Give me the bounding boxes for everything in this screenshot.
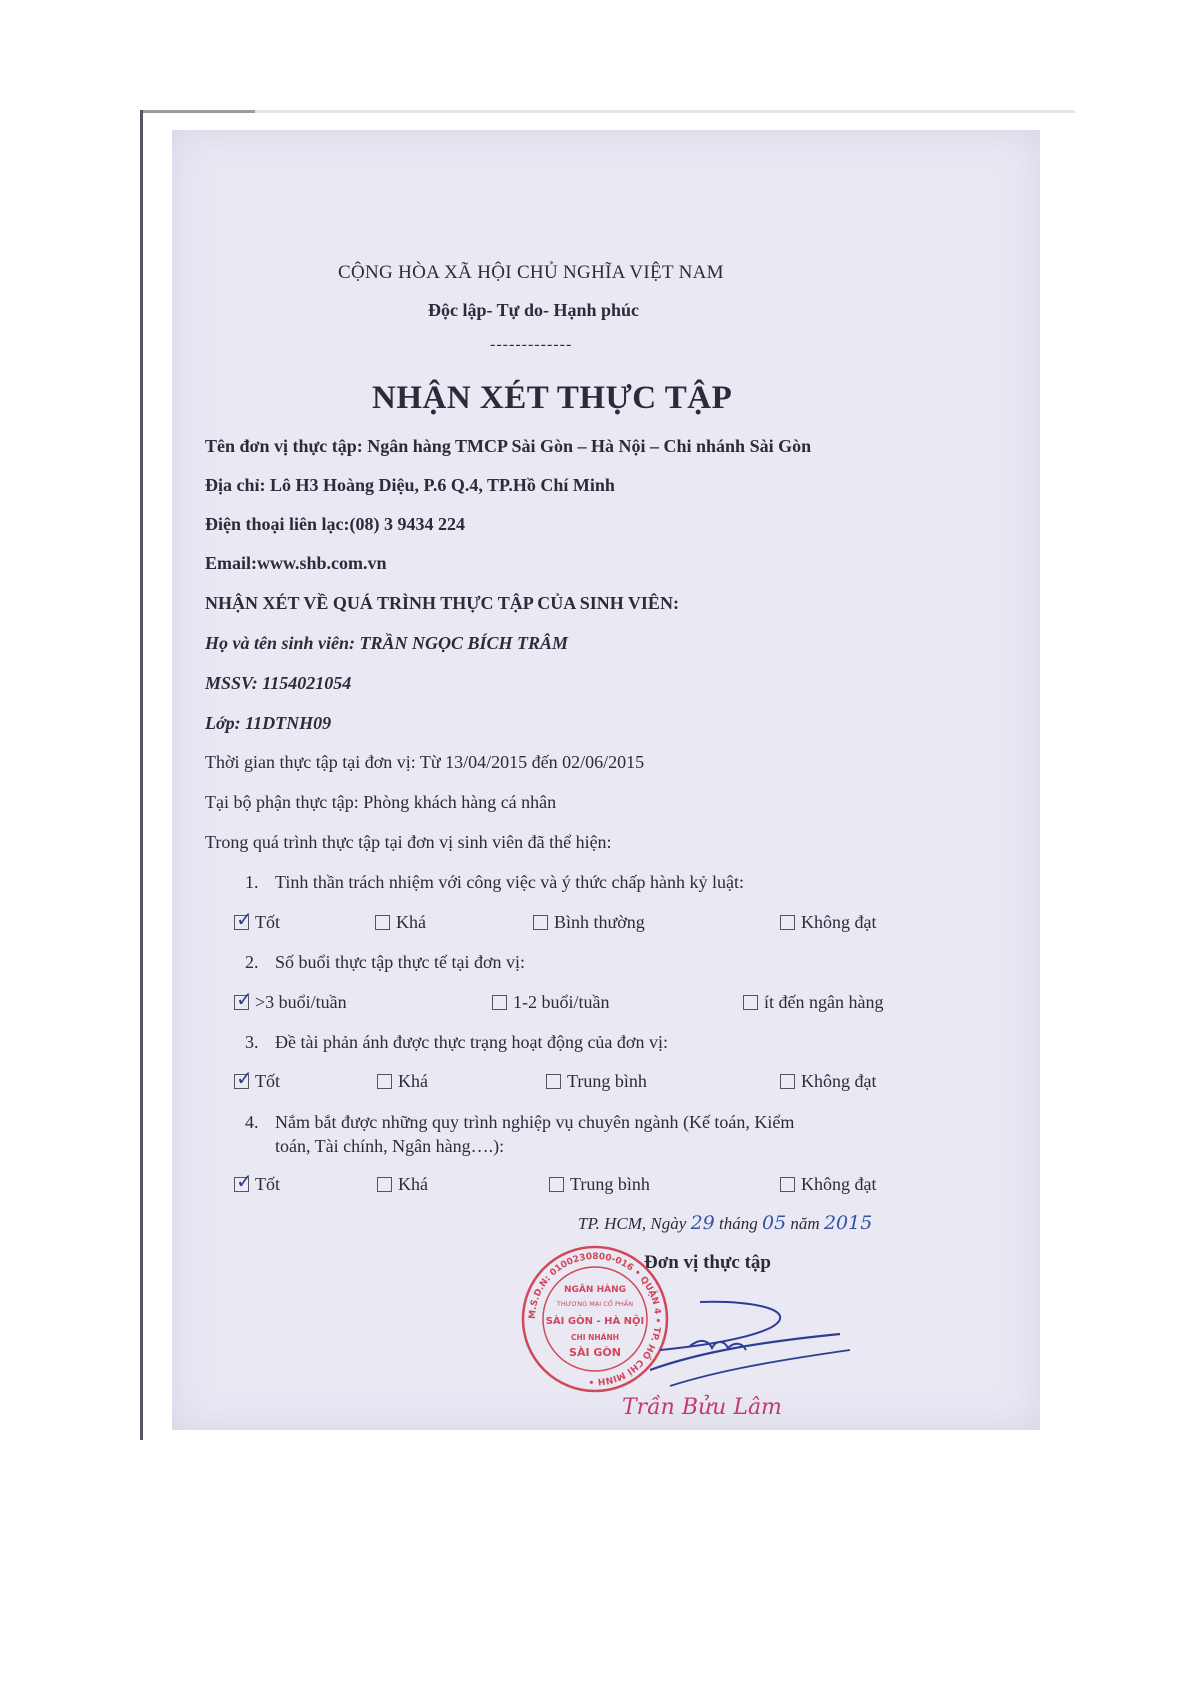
option-label: Tốt bbox=[255, 912, 280, 932]
checkbox[interactable] bbox=[780, 1177, 795, 1192]
option-c2-rarely[interactable] bbox=[743, 992, 883, 1013]
criterion-number: 2. bbox=[245, 952, 259, 972]
option-c4-khong-dat[interactable] bbox=[780, 1174, 877, 1195]
checkbox[interactable] bbox=[549, 1177, 564, 1192]
unit-label: Đơn vị thực tập bbox=[644, 1252, 771, 1273]
criterion-3 bbox=[245, 1032, 668, 1053]
svg-text:NGÂN HÀNG: NGÂN HÀNG bbox=[564, 1285, 626, 1295]
checkbox[interactable] bbox=[780, 915, 795, 930]
date-prefix: TP. HCM, Ngày bbox=[578, 1214, 687, 1233]
signer-name: Trần Bửu Lâm bbox=[622, 1395, 782, 1420]
option-label: Bình thường bbox=[554, 912, 645, 932]
signing-date bbox=[578, 1212, 872, 1234]
check-mark-icon: ✓ bbox=[236, 987, 253, 1011]
checkbox[interactable] bbox=[743, 995, 758, 1010]
option-label: Tốt bbox=[255, 1071, 280, 1091]
criterion-4-continued: toán, Tài chính, Ngân hàng….): bbox=[275, 1136, 505, 1156]
option-c2-1-2[interactable] bbox=[492, 992, 610, 1013]
criterion-text: Số buổi thực tập thực tế tại đơn vị: bbox=[275, 952, 525, 972]
national-motto: Độc lập- Tự do- Hạnh phúc bbox=[428, 300, 640, 320]
handwritten-signature bbox=[640, 1290, 870, 1400]
option-c2-more-than-3[interactable] bbox=[234, 987, 347, 1013]
option-c1-tot[interactable] bbox=[234, 907, 280, 933]
checkbox[interactable] bbox=[377, 1177, 392, 1192]
option-label: 1-2 buổi/tuần bbox=[513, 992, 610, 1012]
option-c4-tot[interactable] bbox=[234, 1169, 280, 1195]
scan-edge-top-dark bbox=[140, 110, 255, 113]
checkbox[interactable] bbox=[533, 915, 548, 930]
date-month-word: tháng bbox=[719, 1214, 758, 1233]
company-address: Địa chỉ: Lô H3 Hoàng Diệu, P.6 Q.4, TP.Hồ Chí Minh bbox=[205, 475, 615, 495]
evaluation-intro: Trong quá trình thực tập tại đơn vị sinh viên đã thể hiện: bbox=[205, 832, 612, 852]
scan-edge-top bbox=[140, 110, 1075, 113]
criterion-1 bbox=[245, 872, 744, 893]
criterion-2 bbox=[245, 952, 525, 973]
svg-text:M.S.D.N: 0100230800-016 • QUẬN: M.S.D.N: 0100230800-016 • QUẬN 4 • TP. HỒ CHÍ MINH • bbox=[527, 1251, 663, 1387]
option-c1-kha[interactable] bbox=[375, 912, 426, 933]
option-label: >3 buổi/tuần bbox=[255, 992, 347, 1012]
document-title: NHẬN XÉT THỰC TẬP bbox=[372, 380, 733, 416]
option-c3-trung-binh[interactable] bbox=[546, 1071, 647, 1092]
date-year-word: năm bbox=[790, 1214, 820, 1233]
option-c3-tot[interactable] bbox=[234, 1066, 280, 1092]
option-label: Không đạt bbox=[801, 912, 877, 932]
option-label: ít đến ngân hàng bbox=[764, 992, 884, 1012]
criterion-number: 4. bbox=[245, 1112, 259, 1132]
option-label: Trung bình bbox=[567, 1071, 647, 1091]
national-name: CỘNG HÒA XÃ HỘI CHỦ NGHĨA VIỆT NAM bbox=[338, 262, 724, 283]
option-c1-khong-dat[interactable] bbox=[780, 912, 877, 933]
checkbox[interactable] bbox=[546, 1074, 561, 1089]
date-day: 29 bbox=[690, 1212, 715, 1234]
criterion-text: Nắm bắt được những quy trình nghiệp vụ chuyên ngành (Kế toán, Kiểm bbox=[275, 1112, 795, 1132]
scanned-sheet bbox=[172, 130, 1040, 1430]
criterion-4 bbox=[245, 1112, 794, 1133]
check-mark-icon: ✓ bbox=[236, 1066, 253, 1090]
svg-text:SÀI GÒN: SÀI GÒN bbox=[569, 1346, 621, 1359]
student-class: Lớp: 11DTNH09 bbox=[205, 713, 332, 733]
option-c1-binh-thuong[interactable] bbox=[533, 912, 645, 933]
svg-text:CHI NHÁNH: CHI NHÁNH bbox=[570, 1333, 620, 1342]
student-name: Họ và tên sinh viên: TRẦN NGỌC BÍCH TRÂM bbox=[205, 633, 569, 653]
criterion-text: Đề tài phản ánh được thực trạng hoạt động của đơn vị: bbox=[275, 1032, 668, 1052]
header-divider: ------------- bbox=[490, 336, 573, 353]
checkbox[interactable] bbox=[780, 1074, 795, 1089]
checkbox[interactable] bbox=[234, 1169, 253, 1193]
option-c3-kha[interactable] bbox=[377, 1071, 428, 1092]
scan-edge-left bbox=[140, 110, 143, 1440]
date-year: 2015 bbox=[823, 1212, 873, 1234]
option-c3-khong-dat[interactable] bbox=[780, 1071, 877, 1092]
internship-department: Tại bộ phận thực tập: Phòng khách hàng cá nhân bbox=[205, 792, 557, 812]
check-mark-icon: ✓ bbox=[236, 1169, 253, 1193]
option-label: Khá bbox=[396, 912, 426, 932]
section-heading: NHẬN XÉT VỀ QUÁ TRÌNH THỰC TẬP CỦA SINH VIÊN: bbox=[205, 593, 679, 613]
student-id: MSSV: 1154021054 bbox=[205, 673, 352, 693]
option-label: Không đạt bbox=[801, 1174, 877, 1194]
checkbox[interactable] bbox=[234, 907, 253, 931]
option-label: Khá bbox=[398, 1174, 428, 1194]
option-label: Tốt bbox=[255, 1174, 280, 1194]
criterion-number: 1. bbox=[245, 872, 259, 892]
company-name: Tên đơn vị thực tập: Ngân hàng TMCP Sài Gòn – Hà Nội – Chi nhánh Sài Gòn bbox=[205, 436, 812, 456]
option-label: Trung bình bbox=[570, 1174, 650, 1194]
option-label: Không đạt bbox=[801, 1071, 877, 1091]
criterion-number: 3. bbox=[245, 1032, 259, 1052]
svg-text:THƯƠNG MẠI CỔ PHẦN: THƯƠNG MẠI CỔ PHẦN bbox=[556, 1300, 634, 1308]
company-phone: Điện thoại liên lạc:(08) 3 9434 224 bbox=[205, 514, 465, 534]
date-month: 05 bbox=[761, 1212, 787, 1234]
svg-text:SÀI GÒN - HÀ NỘI: SÀI GÒN - HÀ NỘI bbox=[545, 1316, 645, 1327]
check-mark-icon: ✓ bbox=[236, 907, 253, 931]
criterion-text: Tinh thần trách nhiệm với công việc và ý thức chấp hành kỷ luật: bbox=[275, 872, 745, 892]
checkbox[interactable] bbox=[375, 915, 390, 930]
company-email: Email:www.shb.com.vn bbox=[205, 553, 387, 573]
option-c4-kha[interactable] bbox=[377, 1174, 428, 1195]
internship-period: Thời gian thực tập tại đơn vị: Từ 13/04/2015 đến 02/06/2015 bbox=[205, 752, 645, 772]
checkbox[interactable] bbox=[234, 987, 253, 1011]
checkbox[interactable] bbox=[492, 995, 507, 1010]
checkbox[interactable] bbox=[377, 1074, 392, 1089]
checkbox[interactable] bbox=[234, 1066, 253, 1090]
option-label: Khá bbox=[398, 1071, 428, 1091]
option-c4-trung-binh[interactable] bbox=[549, 1174, 650, 1195]
